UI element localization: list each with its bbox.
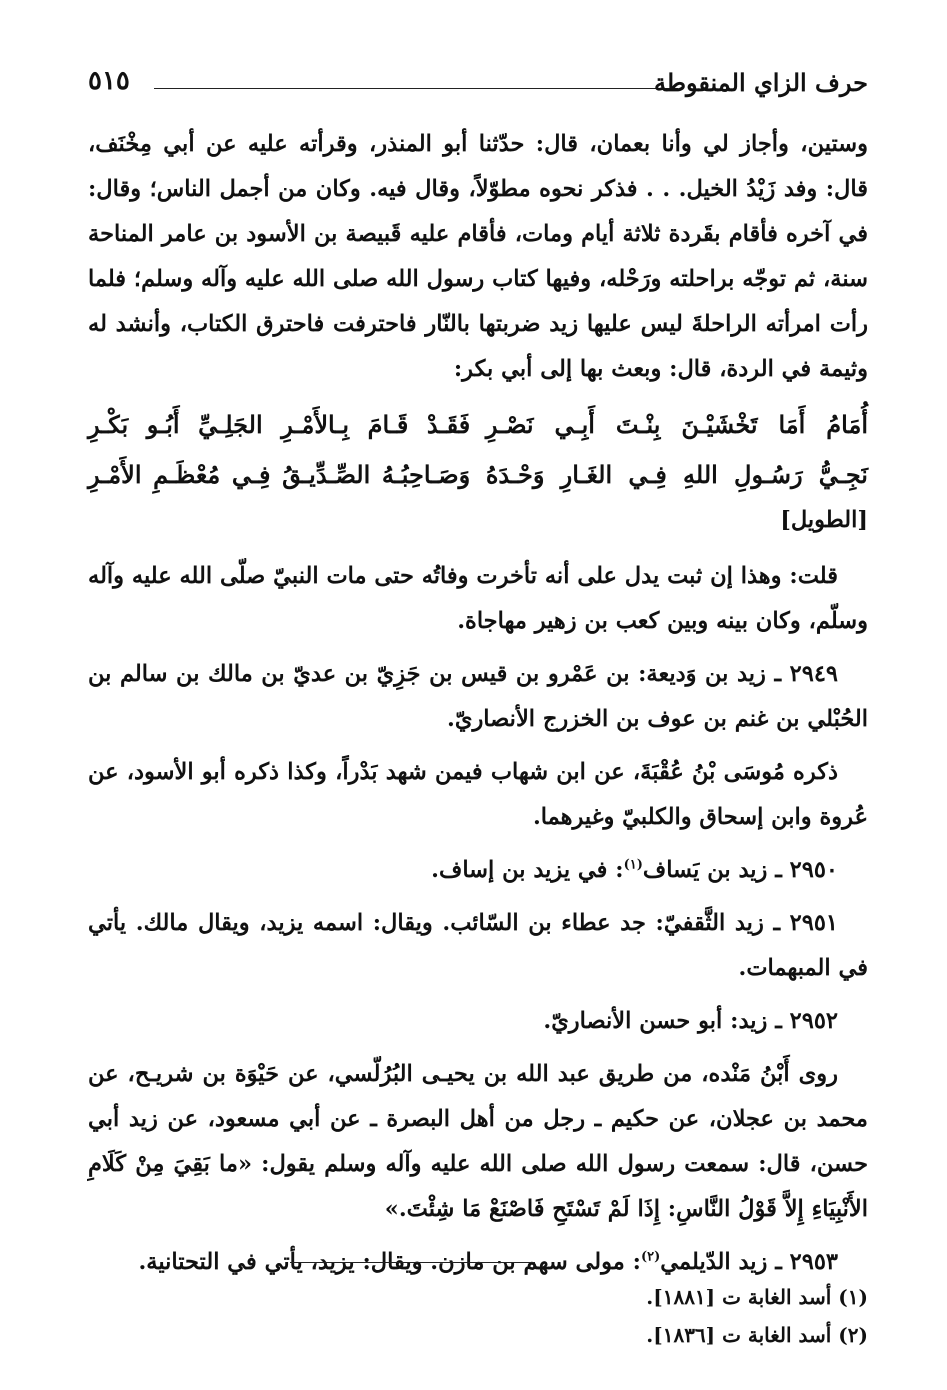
poem-line-1 <box>88 400 868 450</box>
entry-2952 <box>88 999 868 1044</box>
page-number: ٥١٥ <box>88 66 130 96</box>
poem-line-2 <box>88 450 868 500</box>
footnote-rule <box>290 1262 535 1263</box>
entry-text: أبو حسن الأنصاريّ. <box>543 1008 731 1034</box>
entry-heading: ٢٩٤٩ ـ زيد بن وَديعة: <box>638 661 838 687</box>
footnote-1: (١) أسد الغابة ت [١٨٨١]. <box>646 1285 868 1309</box>
entry-heading: ٢٩٥١ ـ زيد الثَّقفيّ: <box>655 910 839 936</box>
entry-text: : في يزيد بن إساف. <box>431 857 624 883</box>
header-rule <box>154 88 678 89</box>
entry-2950 <box>88 848 868 893</box>
footnote-marker: (١) <box>623 857 643 873</box>
poem-hemistich: وَصَـاحِبُـهُ الصِّـدِّيـقُ فِـي مُعْظَـمِ الأَمْـرِ <box>88 460 471 489</box>
paragraph-musa: ذكره مُوسَى بْنُ عُقْبَةَ، عن ابن شهاب فيمن شهد بَدْراً، وكذا ذكره أبو الأسود، عن عُروة وابن إسحاق والكلبيّ وغيرهما. <box>88 759 868 830</box>
entry-heading: ٢٩٥٢ ـ زيد: <box>730 1008 838 1034</box>
paragraph-hadith: روى أَبْنُ مَنْده، من طريق عبد الله بن يحيـى البُرُلّسي، عن حَيْوَة بن شريـح، عن محمد بن عجلان، عن حكيم ـ رجل من أهل البصرة ـ عن أبي مسعود، عن زيد أبي حسن، قال: سمعت رسول الله صلى الله عليه وآله وسلم يقول: «ما بَقِيَ مِنْ كَلَامِ الأَنْبِيَاءِ إِلاَّ قَوْلُ النَّاسِ: إِذَا لَمْ تَسْتَحِ فَاصْنَعْ مَا شِئْتَ.» <box>88 1061 868 1222</box>
entry-text: : مولى سهم بن مازن. ويقال: يزيد، يأتي في التحتانية. <box>138 1249 641 1275</box>
footnote-2: (٢) أسد الغابة ت [١٨٣٦]. <box>646 1323 868 1347</box>
entry-text: جد عطاء بن السّائب. ويقال: اسمه يزيد، ويقال مالك. يأتي في المبهمات. <box>88 910 868 981</box>
poem <box>88 400 868 540</box>
entry-text: بن عَمْرو بن قيس بن جَزِيّ بن عديّ بن مالك بن سالم بن الحُبْلي بن غنم بن عوف بن الخزرج الأنصاريّ. <box>88 661 868 732</box>
poem-hemistich: نَجِـيُّ رَسُـولِ اللهِ فِـي الغَـارِ وَحْـدَهُ <box>485 460 868 489</box>
footnotes <box>468 1278 868 1354</box>
page-body <box>88 122 868 1293</box>
page-header <box>88 66 868 106</box>
footnote-marker: (٢) <box>640 1249 661 1265</box>
running-title: حرف الزاي المنقوطة <box>654 68 868 97</box>
paragraph-comment: قلت: وهذا إن ثبت يدل على أنه تأخرت وفاتُه حتى مات النبيّ صلّى الله عليه وآله وسلّم، وكان بينه وبين كعب بن زهير مهاجاة. <box>88 563 868 634</box>
entry-heading: ٢٩٥٠ ـ زيد بن يَساف <box>642 857 838 883</box>
poem-hemistich: أُمَامُ أَمَا تَخْشَيْـنَ بِنْـتَ أَبِـي نَصْـرِ <box>485 410 868 439</box>
paragraph-continuation: وستين، وأجاز لي وأنا بعمان، قال: حدّثنا أبو المنذر، وقرأته عليه عن أبي مِخْنَف، قال: وفد زَيْدُ الخيل. . . فذكر نحوه مطوّلاً، وقال فيه. وكان من أجمل الناس؛ وقال: في آخره فأقام بقَردة ثلاثة أيام ومات، فأقام عليه قَبيصة بن الأسود بن عامر المناحة سنة، ثم توجّه براحلته ورَحْله، وفيها كتاب رسول الله صلى الله عليه وآله وسلم؛ فلما رأت امرأته الراحلةَ ليس عليها زيد ضربتها بالنّار فاحترفت فاحترق الكتاب، وأنشد له وثيمة في الردة، قال: وبعث بها إلى أبي بكر: <box>88 131 868 382</box>
entry-2949 <box>88 652 868 742</box>
poem-meter: [الطويل] <box>780 507 868 533</box>
poem-hemistich: فَقَـدْ قَـامَ بِـالأَمْـرِ الجَلِـيِّ أَبُـو بَكْـرِ <box>88 410 471 439</box>
entry-2951 <box>88 901 868 991</box>
entry-heading: ٢٩٥٣ ـ زيد الدّيلمي <box>660 1249 838 1275</box>
